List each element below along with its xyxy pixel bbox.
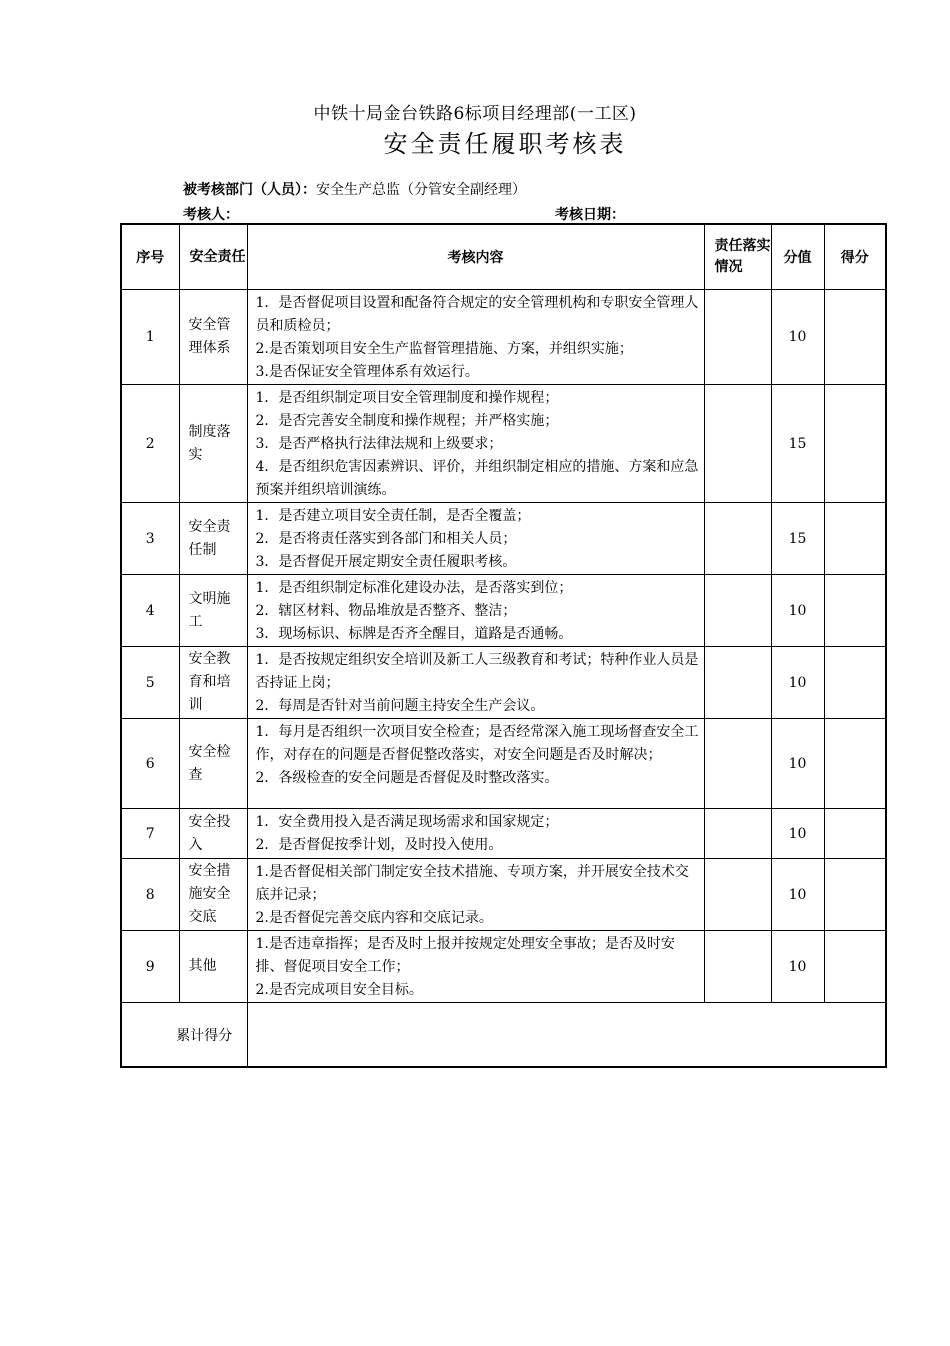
- table-header-row: [121, 224, 886, 290]
- assessor-label: 考核人：: [183, 207, 239, 223]
- assessor-line: [183, 204, 643, 224]
- column-header-score: 分值: [771, 224, 824, 290]
- assessment-content-line: 2.是否策划项目安全生产监督管理措施、方案，并组织实施；: [255, 341, 633, 357]
- points-cell[interactable]: [824, 859, 886, 931]
- column-header-no: 序号: [121, 224, 179, 290]
- assessment-content-line: 1.是否督促相关部门制定安全技术措施、专项方案，并开展安全技术交底并记录；: [255, 864, 689, 903]
- responsibility-item: 制度落实: [179, 385, 247, 503]
- assessed-department-line: [183, 179, 526, 199]
- assessment-content-line: 1．安全费用投入是否满足现场需求和国家规定；: [255, 814, 559, 830]
- form-title: 安全责任履职考核表: [383, 130, 627, 158]
- score-value: 15: [771, 385, 824, 503]
- row-number: 9: [121, 931, 179, 1003]
- implementation-cell[interactable]: [704, 575, 771, 647]
- implementation-cell[interactable]: [704, 647, 771, 719]
- score-value: 10: [771, 575, 824, 647]
- assessment-content-line: 1．是否按规定组织安全培训及新工人三级教育和考试；特种作业人员是否持证上岗；: [255, 652, 699, 691]
- table-row: [121, 931, 886, 1003]
- table-row: [121, 503, 886, 575]
- points-cell[interactable]: [824, 385, 886, 503]
- assessment-content-line: 3．是否督促开展定期安全责任履职考核。: [255, 554, 517, 570]
- implementation-cell[interactable]: [704, 719, 771, 809]
- table-row: [121, 647, 886, 719]
- table-row: [121, 575, 886, 647]
- assessment-content: [247, 859, 704, 931]
- assessment-content-line: 3．是否严格执行法律法规和上级要求；: [255, 436, 503, 452]
- row-number: 6: [121, 719, 179, 809]
- assessment-content-line: 2．辖区材料、物品堆放是否整齐、整洁；: [255, 603, 517, 619]
- assessment-content-line: 3．现场标识、标牌是否齐全醒目，道路是否通畅。: [255, 626, 573, 642]
- assessment-content: [247, 647, 704, 719]
- points-cell[interactable]: [824, 931, 886, 1003]
- assessment-content: [247, 719, 704, 809]
- column-header-content: 考核内容: [247, 224, 704, 290]
- implementation-cell[interactable]: [704, 931, 771, 1003]
- responsibility-item: 其他: [179, 931, 247, 1003]
- score-value: 10: [771, 647, 824, 719]
- assessment-content-line: 1．是否组织制定项目安全管理制度和操作规程；: [255, 390, 559, 406]
- responsibility-item: 安全投入: [179, 809, 247, 859]
- table-row: [121, 385, 886, 503]
- assessment-content-line: 2．是否督促按季计划，及时投入使用。: [255, 837, 503, 853]
- responsibility-item: 安全检查: [179, 719, 247, 809]
- responsibility-item: 安全责任制: [179, 503, 247, 575]
- assessment-date-label: 考核日期：: [555, 207, 625, 223]
- assessed-department-value: 安全生产总监（分管安全副经理）: [316, 182, 526, 198]
- row-number: 5: [121, 647, 179, 719]
- score-value: 10: [771, 859, 824, 931]
- total-value-cell[interactable]: [247, 1003, 886, 1068]
- assessment-content-line: 2．是否完善安全制度和操作规程；并严格实施；: [255, 413, 559, 429]
- row-number: 3: [121, 503, 179, 575]
- organization-name: 中铁十局金台铁路6标项目经理部(一工区): [313, 104, 637, 124]
- points-cell[interactable]: [824, 719, 886, 809]
- responsibility-item: 文明施工: [179, 575, 247, 647]
- assessment-content-line: 2．每周是否针对当前问题主持安全生产会议。: [255, 698, 545, 714]
- assessment-content-line: 2．各级检查的安全问题是否督促及时整改落实。: [255, 770, 559, 786]
- assessment-content-line: 4．是否组织危害因素辨识、评价，并组织制定相应的措施、方案和应急预案并组织培训演练。: [255, 459, 699, 498]
- implementation-cell[interactable]: [704, 503, 771, 575]
- implementation-cell[interactable]: [704, 385, 771, 503]
- total-label: 累计得分: [121, 1003, 247, 1068]
- points-cell[interactable]: [824, 575, 886, 647]
- assessed-department-label: 被考核部门（人员）：: [183, 182, 316, 198]
- score-value: 10: [771, 809, 824, 859]
- assessment-content-line: 2．是否将责任落实到各部门和相关人员；: [255, 531, 517, 547]
- points-cell[interactable]: [824, 647, 886, 719]
- assessment-content: [247, 290, 704, 385]
- assessment-content-line: 2.是否完成项目安全目标。: [255, 982, 423, 998]
- implementation-cell[interactable]: [704, 290, 771, 385]
- assessment-content: [247, 809, 704, 859]
- table-row: [121, 809, 886, 859]
- score-value: 10: [771, 719, 824, 809]
- assessment-content-line: 1．每月是否组织一次项目安全检查；是否经常深入施工现场督查安全工作，对存在的问题是否督促整改落实，对安全问题是否及时解决；: [255, 724, 699, 763]
- column-header-points: 得分: [824, 224, 886, 290]
- assessment-content: [247, 931, 704, 1003]
- column-header-implementation: 责任落实情况: [704, 224, 771, 290]
- responsibility-item: 安全措施安全交底: [179, 859, 247, 931]
- score-value: 10: [771, 931, 824, 1003]
- table-row: [121, 719, 886, 809]
- row-number: 8: [121, 859, 179, 931]
- assessment-content: [247, 503, 704, 575]
- assessment-content: [247, 575, 704, 647]
- row-number: 1: [121, 290, 179, 385]
- table-row: [121, 290, 886, 385]
- implementation-cell[interactable]: [704, 809, 771, 859]
- total-row: [121, 1003, 886, 1068]
- assessment-content-line: 3.是否保证安全管理体系有效运行。: [255, 364, 479, 380]
- assessment-content-line: 1．是否组织制定标准化建设办法，是否落实到位；: [255, 580, 573, 596]
- assessment-content-line: 1．是否建立项目安全责任制，是否全覆盖；: [255, 508, 531, 524]
- points-cell[interactable]: [824, 290, 886, 385]
- assessment-content-line: 1.是否违章指挥；是否及时上报并按规定处理安全事故；是否及时安排、督促项目安全工作；: [255, 936, 675, 975]
- responsibility-item: 安全教育和培训: [179, 647, 247, 719]
- score-value: 15: [771, 503, 824, 575]
- points-cell[interactable]: [824, 503, 886, 575]
- row-number: 2: [121, 385, 179, 503]
- assessment-content-line: 1．是否督促项目设置和配备符合规定的安全管理机构和专职安全管理人员和质检员；: [255, 295, 699, 334]
- responsibility-item: 安全管理体系: [179, 290, 247, 385]
- points-cell[interactable]: [824, 809, 886, 859]
- implementation-cell[interactable]: [704, 859, 771, 931]
- row-number: 7: [121, 809, 179, 859]
- score-value: 10: [771, 290, 824, 385]
- assessment-table: [120, 223, 887, 1068]
- column-header-responsibility: 安全责任: [179, 224, 247, 290]
- assessment-content: [247, 385, 704, 503]
- row-number: 4: [121, 575, 179, 647]
- assessment-content-line: 2.是否督促完善交底内容和交底记录。: [255, 910, 493, 926]
- table-row: [121, 859, 886, 931]
